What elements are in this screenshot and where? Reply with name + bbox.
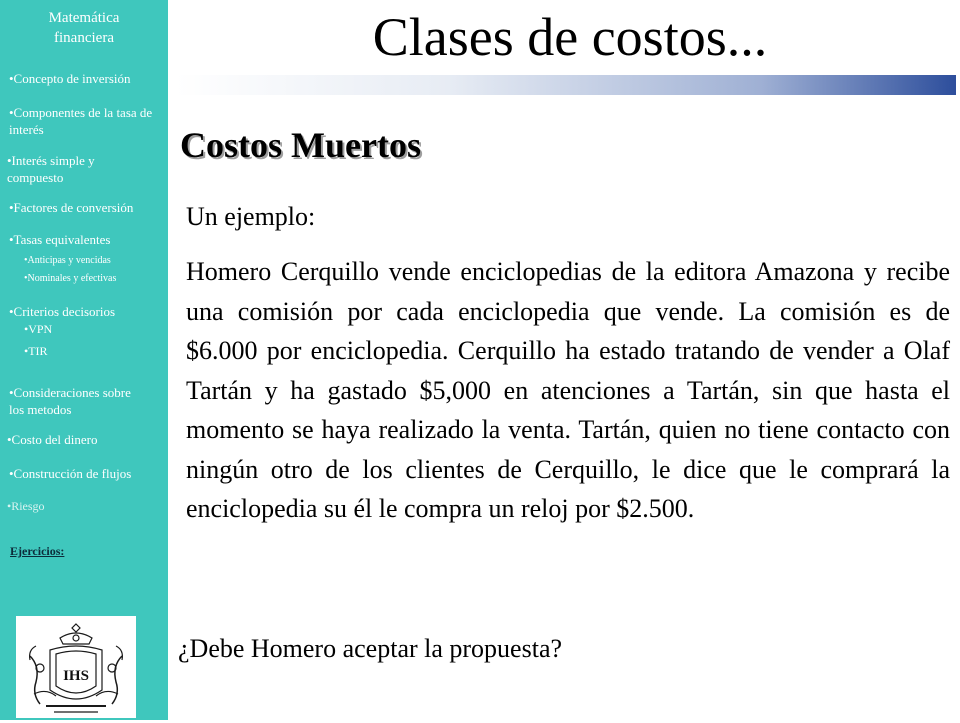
slide-subtitle: Costos Muertos (180, 125, 421, 165)
sidebar-item-interes-line2: compuesto (7, 170, 64, 185)
sidebar-item-costo-dinero[interactable]: •Costo del dinero (7, 432, 98, 447)
crest-monogram: IHS (63, 668, 89, 684)
sidebar-title-line1: Matemática (48, 10, 120, 26)
sidebar-item-componentes[interactable] (9, 104, 167, 138)
sidebar-item-componentes-line1: •Componentes de la tasa de (9, 105, 153, 120)
university-logo (16, 616, 136, 718)
sidebar-item-criterios[interactable]: •Criterios decisorios (9, 304, 116, 319)
sidebar-item-consideraciones-line2: los metodos (9, 402, 72, 417)
ejercicios-link[interactable]: Ejercicios: (10, 544, 65, 558)
sidebar-item-consideraciones[interactable] (9, 384, 131, 418)
sidebar-subitem-tir[interactable]: •TIR (24, 344, 48, 358)
sidebar-subitem-nominales[interactable]: •Nominales y efectivas (24, 273, 117, 284)
sidebar-item-interes-line1: •Interés simple y (7, 153, 95, 168)
sidebar-navigation (0, 0, 168, 720)
university-crest-icon (16, 616, 136, 718)
title-gradient-bar (176, 75, 956, 95)
slide-title: Clases de costos... (372, 7, 768, 67)
sidebar-subitem-vpn[interactable]: •VPN (24, 322, 53, 336)
sidebar-item-factores[interactable]: •Factores de conversión (9, 200, 134, 215)
example-intro: Un ejemplo: (186, 202, 316, 231)
sidebar-item-concepto[interactable]: •Concepto de inversión (9, 71, 131, 86)
sidebar-item-construccion[interactable]: •Construcción de flujos (9, 466, 132, 481)
closing-question: ¿Debe Homero aceptar la propuesta? (178, 634, 563, 663)
sidebar-item-riesgo[interactable]: •Riesgo (7, 499, 45, 513)
example-paragraph: Homero Cerquillo vende enciclopedias de la editora Amazona y recibe una comisión por cada enciclopedia que vende. La comisión es de $6.000 por enciclopedia. Cerquillo ha estado tratando de vender a Olaf Tartán y ha gastado $5,000 en atenciones a Tartán, sin que hasta el momento se haya realizado la venta. Tartán, quien no tiene contacto con ningún otro de los clientes de Cerquillo, le dice que le comprará la enciclopedia su él le compra un reloj por $2.500. (186, 257, 950, 523)
sidebar-title (0, 8, 168, 48)
sidebar-item-interes[interactable] (7, 152, 95, 186)
sidebar-item-tasas[interactable]: •Tasas equivalentes (9, 232, 111, 247)
sidebar-item-consideraciones-line1: •Consideraciones sobre (9, 385, 131, 400)
sidebar-item-componentes-line2: interés (9, 122, 44, 137)
sidebar-title-line2: financiera (54, 30, 114, 46)
sidebar-subitem-anticipas[interactable]: •Anticipas y vencidas (24, 255, 111, 266)
